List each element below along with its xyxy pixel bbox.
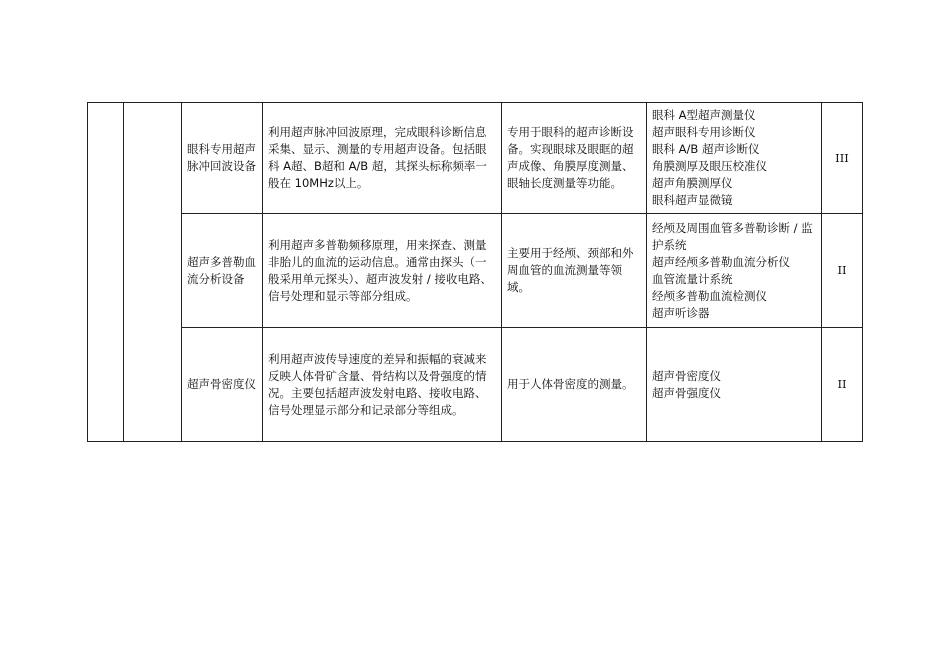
example-item: 经颅多普勒血流检测仪	[652, 288, 767, 303]
description-cell	[263, 103, 502, 214]
example-item: 超声角膜测厚仪	[652, 176, 733, 190]
management-class-cell	[822, 103, 863, 214]
product-name: 超声骨密度仪	[187, 377, 256, 391]
product-name-cell	[182, 328, 263, 442]
examples-cell	[647, 103, 822, 214]
example-item: 血管流量计系统	[652, 271, 733, 286]
intended-use-cell	[502, 328, 647, 442]
category-number-cell	[88, 103, 124, 442]
description-cell	[263, 214, 502, 328]
examples-cell	[647, 328, 822, 442]
product-name-cell	[182, 214, 263, 328]
product-name: 超声多普勒血流分析设备	[187, 254, 256, 286]
product-name: 眼科专用超声脉冲回波设备	[187, 142, 256, 173]
description-cell	[263, 328, 502, 442]
intended-use: 用于人体骨密度的测量。	[507, 377, 634, 391]
intended-use-cell	[502, 103, 647, 214]
intended-use-cell	[502, 214, 647, 328]
example-item: 角膜测厚及眼压校准仪	[652, 159, 767, 173]
example-item: 眼科 A型超声测量仪	[652, 108, 756, 122]
product-description: 利用超声脉冲回波原理，完成眼科诊断信息采集、显示、测量的专用超声设备。包括眼科 A超、B超和 A/B 超，其探头标称频率一般在 10MHz以上。	[268, 125, 487, 190]
table-row	[88, 328, 863, 442]
example-item: 超声眼科专用诊断仪	[652, 125, 756, 139]
table-row	[88, 214, 863, 328]
intended-use: 专用于眼科的超声诊断设备。实现眼球及眼眶的超声成像、角膜厚度测量、眼轴长度测量等功能。	[507, 125, 634, 190]
example-item: 超声听诊器	[652, 305, 710, 320]
category-name-cell	[124, 103, 182, 442]
example-item: 眼科超声显微镜	[652, 193, 733, 207]
device-classification-table	[87, 102, 863, 442]
management-class: II	[837, 377, 847, 391]
product-description: 利用超声波传导速度的差异和振幅的衰减来反映人体骨矿含量、骨结构以及骨强度的情况。主要包括超声波发射电路、接收电路、信号处理显示部分和记录部分等组成。	[268, 351, 487, 417]
example-item: 超声骨强度仪	[652, 385, 721, 400]
product-name-cell	[182, 103, 263, 214]
management-class: II	[837, 263, 847, 277]
management-class-cell	[822, 214, 863, 328]
intended-use: 主要用于经颅、颈部和外周血管的血流测量等领域。	[507, 246, 634, 294]
table-row	[88, 103, 863, 214]
example-item: 眼科 A/B 超声诊断仪	[652, 142, 760, 156]
management-class: III	[835, 150, 849, 165]
product-description: 利用超声多普勒频移原理，用来探查、测量非胎儿的血流的运动信息。通常由探头（一般采用单元探头）、超声波发射 / 接收电路、信号处理和显示等部分组成。	[268, 237, 492, 303]
example-item: 超声经颅多普勒血流分析仪	[652, 254, 790, 269]
examples-cell	[647, 214, 822, 328]
example-item: 经颅及周围血管多普勒诊断 / 监护系统	[652, 220, 813, 252]
management-class-cell	[822, 328, 863, 442]
example-item: 超声骨密度仪	[652, 368, 721, 383]
